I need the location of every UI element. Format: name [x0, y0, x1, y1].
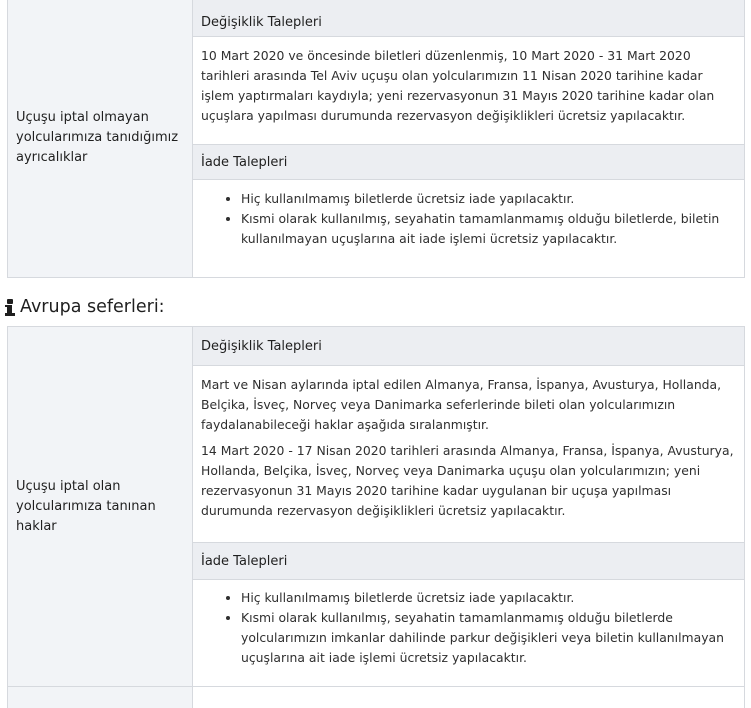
change-requests-paragraph-2: 14 Mart 2020 - 17 Nisan 2020 tarihleri arasında Almanya, Fransa, İspanya, Avusturya, Hollanda, Belçika, İsveç, Norveç veya Danimarka uçuşu olan yolcularımızın; yeni rezervasyonun 31 Mayıs 2020 tarihine kadar uygulanan bir uçuşa yapılması durumunda rezervasyon değişiklikleri ücretsiz yapılacaktır. — [201, 443, 734, 518]
change-requests-paragraph-1: Mart ve Nisan aylarında iptal edilen Almanya, Fransa, İspanya, Avusturya, Hollanda, Belçika, İsveç, Norveç veya Danimarka seferlerinde bileti olan yolcularımızın faydalanabileceği haklar aşağıda sıralanmıştır. — [201, 377, 722, 432]
row-content — [193, 0, 744, 277]
row-header — [8, 327, 193, 687]
table-non-cancelled-flights — [7, 0, 745, 278]
refund-requests-heading — [193, 542, 744, 580]
row-header-label: Uçuşu iptal olan yolcularımıza tanınan haklar — [16, 479, 156, 534]
refund-list — [201, 189, 736, 249]
row-content — [193, 687, 744, 708]
row-content — [193, 327, 744, 687]
section-title-label: Avrupa seferleri: — [20, 297, 165, 317]
list-item: • Hiç kullanılmamış biletlerde ücretsiz iade yapılacaktır. — [241, 588, 736, 608]
refund-requests-heading-label: İade Talepleri — [201, 154, 288, 170]
table-next-row — [7, 686, 745, 708]
info-icon — [5, 297, 15, 317]
change-requests-paragraph: 10 Mart 2020 ve öncesinde biletleri düzenlenmiş, 10 Mart 2020 - 31 Mart 2020 tarihleri arasında Tel Aviv uçuşu olan yolcularımızın 11 Nisan 2020 tarihine kadar işlem yaptırmaları kaydıyla; yeni rezervasyonun 31 Mayıs 2020 tarihine kadar olan uçuşlara yapılması durumunda rezervasyon değişiklikleri ücretsiz yapılacaktır. — [201, 48, 715, 123]
refund-requests-heading — [193, 144, 744, 180]
change-requests-body — [193, 37, 744, 143]
change-requests-heading — [193, 327, 744, 366]
list-item: • Kısmi olarak kullanılmış, seyahatin tamamlanmamış olduğu biletlerde yolcularımızın imkanlar dahilinde parkur değişikleri veya biletin kullanılmayan uçuşlarına ait iade işlemi ücretsiz yapılacaktır. — [241, 608, 736, 668]
table-cancelled-flights — [7, 326, 745, 688]
change-requests-heading-label: Değişiklik Talepleri — [201, 15, 322, 30]
row-header-label: Uçuşu iptal olmayan yolcularımıza tanıdığımız ayrıcalıklar — [16, 110, 179, 165]
change-requests-heading — [193, 0, 744, 37]
row-header — [8, 0, 193, 277]
refund-requests-heading-label: İade Talepleri — [201, 553, 288, 569]
refund-requests-body — [193, 580, 744, 668]
refund-list — [201, 588, 736, 668]
change-requests-body — [193, 366, 744, 542]
row-header — [8, 687, 193, 708]
list-item: • Kısmi olarak kullanılmış, seyahatin tamamlanmamış olduğu biletlerde, biletin kullanılmayan uçuşlarına ait iade işlemi ücretsiz yapılacaktır. — [241, 209, 736, 249]
change-requests-heading-label: Değişiklik Talepleri — [201, 338, 322, 354]
section-title — [5, 295, 165, 319]
list-item: • Hiç kullanılmamış biletlerde ücretsiz iade yapılacaktır. — [241, 189, 736, 209]
refund-requests-body — [193, 180, 744, 249]
